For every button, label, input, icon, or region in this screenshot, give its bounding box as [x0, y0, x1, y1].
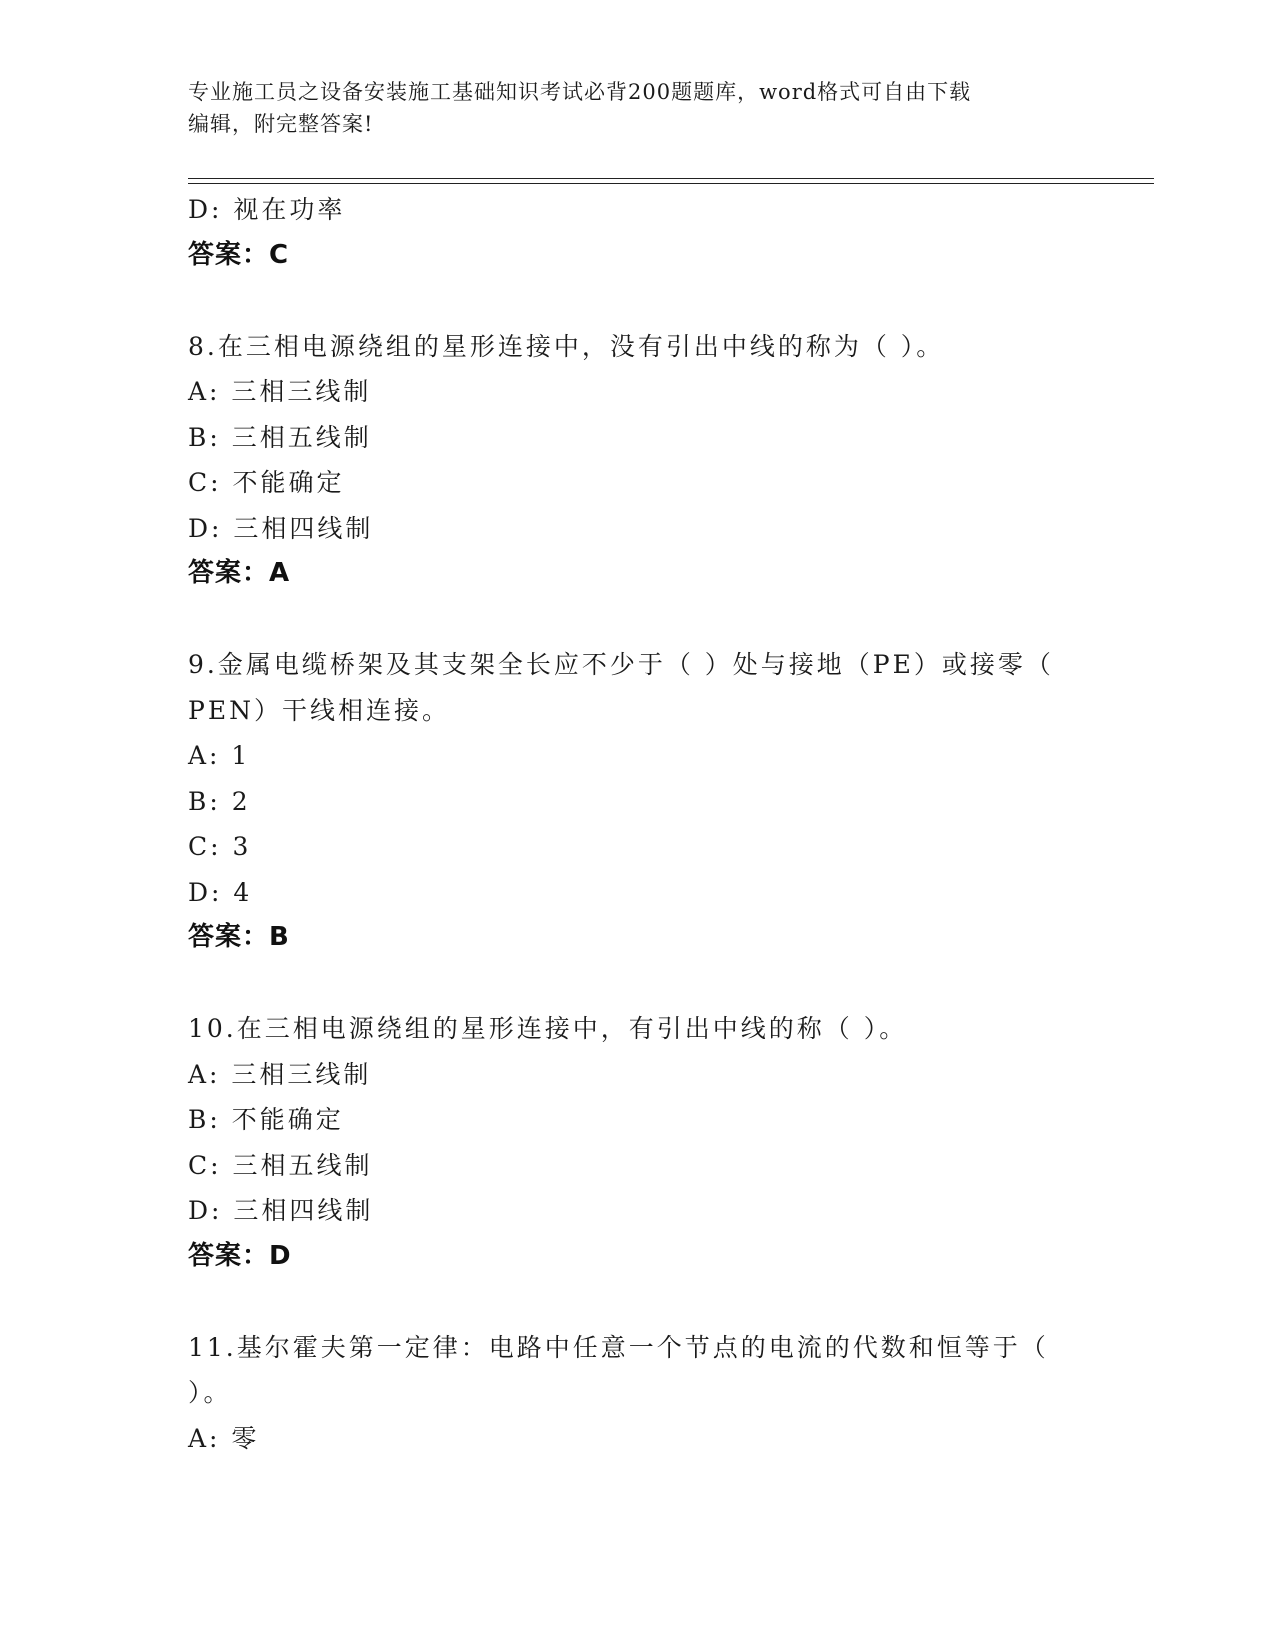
- option-line: C: 不能确定: [188, 468, 345, 497]
- header-divider-bottom: [188, 183, 1154, 184]
- option-line: A: 三相三线制: [188, 377, 372, 406]
- question-list: [188, 187, 1088, 1461]
- answer-line: 答案：D: [188, 1240, 292, 1271]
- section-spacer: [188, 278, 1088, 324]
- question-text: 9.金属电缆桥架及其支架全长应不少于（ ）处与接地（PE）或接零（: [188, 650, 1054, 679]
- section-spacer: [188, 961, 1088, 1007]
- question-text: 11.基尔霍夫第一定律：电路中任意一个节点的电流的代数和恒等于（: [188, 1332, 1049, 1362]
- option-line: A: 零: [188, 1423, 260, 1453]
- option-line: A: 三相三线制: [188, 1059, 372, 1089]
- header-divider-top: [188, 178, 1154, 179]
- document-header: [188, 76, 1068, 140]
- option-line: A: 1: [188, 741, 251, 770]
- option-line: B: 三相五线制: [188, 422, 372, 452]
- header-line-2: 编辑，附完整答案!: [188, 112, 374, 136]
- question-text: 8.在三相电源绕组的星形连接中，没有引出中线的称为（ ）。: [188, 331, 945, 361]
- header-line-1: 专业施工员之设备安装施工基础知识考试必背200题题库，word格式可自由下载: [188, 80, 972, 104]
- option-line: D: 4: [188, 877, 253, 907]
- option-line: C: 三相五线制: [188, 1150, 373, 1180]
- question-text: ）。: [188, 1378, 232, 1407]
- option-line: C: 3: [188, 832, 252, 861]
- option-line: D: 视在功率: [188, 195, 346, 224]
- option-line: B: 不能确定: [188, 1105, 344, 1134]
- section-spacer: [188, 1279, 1088, 1325]
- answer-line: 答案：A: [188, 558, 291, 588]
- option-line: D: 三相四线制: [188, 1196, 374, 1225]
- answer-line: 答案：C: [188, 239, 290, 270]
- option-line: B: 2: [188, 786, 251, 816]
- option-line: D: 三相四线制: [188, 513, 374, 543]
- answer-line: 答案：B: [188, 922, 290, 952]
- question-text: PEN）干线相连接。: [188, 695, 450, 725]
- section-spacer: [188, 597, 1088, 643]
- question-text: 10.在三相电源绕组的星形连接中，有引出中线的称（ ）。: [188, 1014, 908, 1043]
